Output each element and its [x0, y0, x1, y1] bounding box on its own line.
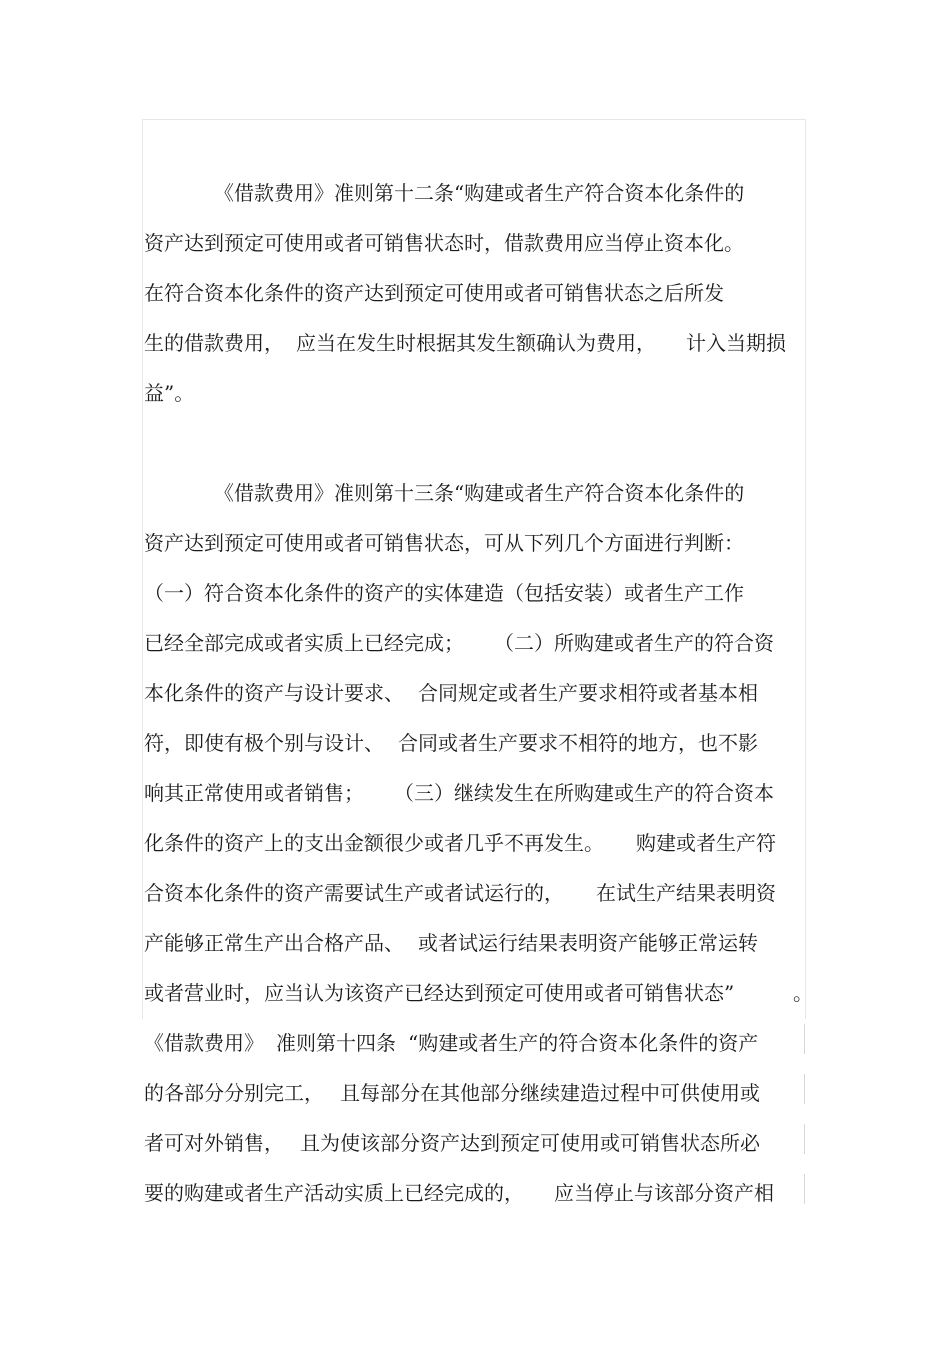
text-line: 合资本化条件的资产需要试生产或者试运行的， 在试生产结果表明资 [144, 881, 776, 905]
right-border-fragment [804, 1074, 805, 1104]
text-line: 或者营业时，应当认为该资产已经达到预定可使用或者可销售状态” [144, 981, 735, 1005]
text-line: 的各部分分别完工， 且每部分在其他部分继续建造过程中可供使用或 [144, 1081, 760, 1105]
text-line: 本化条件的资产与设计要求、 合同规定或者生产要求相符或者基本相 [144, 681, 758, 705]
text-line: 《借款费用》 准则第十四条 “购建或者生产的符合资本化条件的资产 [144, 1031, 759, 1055]
trailing-period: 。 [793, 981, 813, 1005]
text-line: 资产达到预定可使用或者可销售状态时，借款费用应当停止资本化。 [144, 231, 744, 255]
right-border-fragment [804, 1124, 805, 1154]
text-line: 符，即使有极个别与设计、 合同或者生产要求不相符的地方，也不影 [144, 731, 758, 755]
right-border-fragment [804, 1174, 805, 1204]
text-line: 益”。 [144, 381, 195, 405]
text-line: 资产达到预定可使用或者可销售状态，可从下列几个方面进行判断： [144, 531, 744, 555]
text-line: 者可对外销售， 且为使该部分资产达到预定可使用或可销售状态所必 [144, 1131, 760, 1155]
text-line: 产能够正常生产出合格产品、 或者试运行结果表明资产能够正常运转 [144, 931, 758, 955]
right-border-fragment [804, 1024, 805, 1054]
text-line: 化条件的资产上的支出金额很少或者几乎不再发生。 购建或者生产符 [144, 831, 776, 855]
text-line: 在符合资本化条件的资产达到预定可使用或者可销售状态之后所发 [144, 281, 724, 305]
text-line: 《借款费用》准则第十三条“购建或者生产符合资本化条件的 [214, 481, 745, 505]
text-line: 已经全部完成或者实质上已经完成； （二）所购建或者生产的符合资 [144, 631, 774, 655]
text-line: 响其正常使用或者销售； （三）继续发生在所购建或生产的符合资本 [144, 781, 774, 805]
text-line: 要的购建或者生产活动实质上已经完成的， 应当停止与该部分资产相 [144, 1181, 774, 1205]
text-line: （一）符合资本化条件的资产的实体建造（包括安装）或者生产工作 [144, 581, 744, 605]
text-line: 《借款费用》准则第十二条“购建或者生产符合资本化条件的 [214, 181, 745, 205]
text-line: 生的借款费用， 应当在发生时根据其发生额确认为费用， 计入当期损 [144, 331, 786, 355]
